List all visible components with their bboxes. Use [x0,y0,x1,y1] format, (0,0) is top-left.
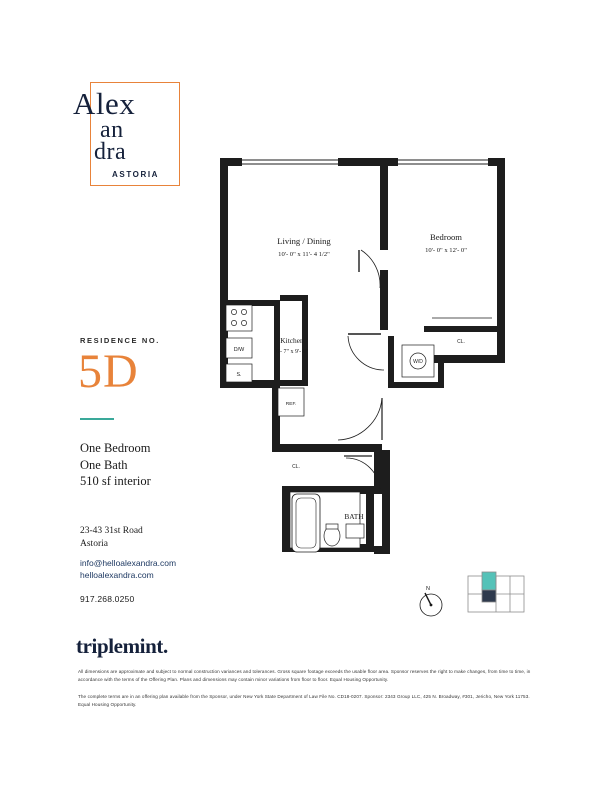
key-plan [466,570,528,616]
room-dims-kitchen: 6'- 7" x 9'- 0" [275,349,309,355]
unit-baths: One Bath [80,457,128,472]
disclaimer-block [78,668,538,718]
building-address [80,525,143,551]
residence-label: RESIDENCE NO. [80,336,160,345]
brand-name: triplemint. [76,634,168,658]
disclaimer-paragraph-1: All dimensions are approximate and subject to normal construction variances and tolerances. Gross square footage exceeds the usable floor area. Sponsor reserves the right to make changes, from time to time, in accordance with the terms of the Offering Plan. Plans and dimensions may contain minor variations from floor to floor. Equal Housing Opportunity. [78,669,531,683]
contact-block [80,557,176,582]
room-label-kitchen: Kitchen [280,336,304,345]
logo-subtitle: ASTORIA [112,170,160,179]
contact-website[interactable]: helloalexandra.com [80,570,154,581]
label-washer-dryer: W/D [413,359,423,365]
contact-phone: 917.268.0250 [80,594,135,604]
address-neighborhood: Astoria [80,538,108,549]
room-label-bedroom: Bedroom [430,232,462,242]
label-dishwasher: D/W [233,347,245,353]
room-dims-bedroom: 10'- 0" x 12'- 0" [425,247,467,254]
logo-line-1: Alex [73,86,136,121]
logo-wordmark [72,86,180,165]
label-closet-hall: CL. [292,464,300,470]
section-divider [80,418,114,420]
logo-line-2: an [100,116,124,143]
label-refrigerator: REF. [285,402,297,407]
compass-rose [414,582,448,622]
room-label-living-dining: Living / Dining [277,236,331,246]
unit-area: 510 sf interior [80,474,151,489]
residence-number: 5D [78,345,139,398]
floorplan-drawing [196,140,556,610]
logo-line-3: dra [94,138,127,165]
room-label-bath: BATH [344,512,364,521]
address-street: 23-43 31st Road [80,526,143,536]
compass-north-label: N [426,586,430,592]
contact-email[interactable]: info@helloalexandra.com [80,558,177,568]
label-closet-bedroom: CL. [457,339,465,345]
label-sink: S. [236,372,242,378]
room-dims-living-dining: 10'- 0" x 11'- 4 1/2" [278,251,330,258]
unit-bedrooms: One Bedroom [80,441,151,455]
alexandra-logo [72,82,180,190]
disclaimer-paragraph-2: The complete terms are in an offering plan available from the Sponsor, under New York State Department of Law File No. CD18-0207. Sponsor: 2343 Group LLC, 425 N. Broadway, #301, Jericho, New York 11753. Equal Housing Opportunity. [78,694,530,708]
unit-description [80,440,151,490]
